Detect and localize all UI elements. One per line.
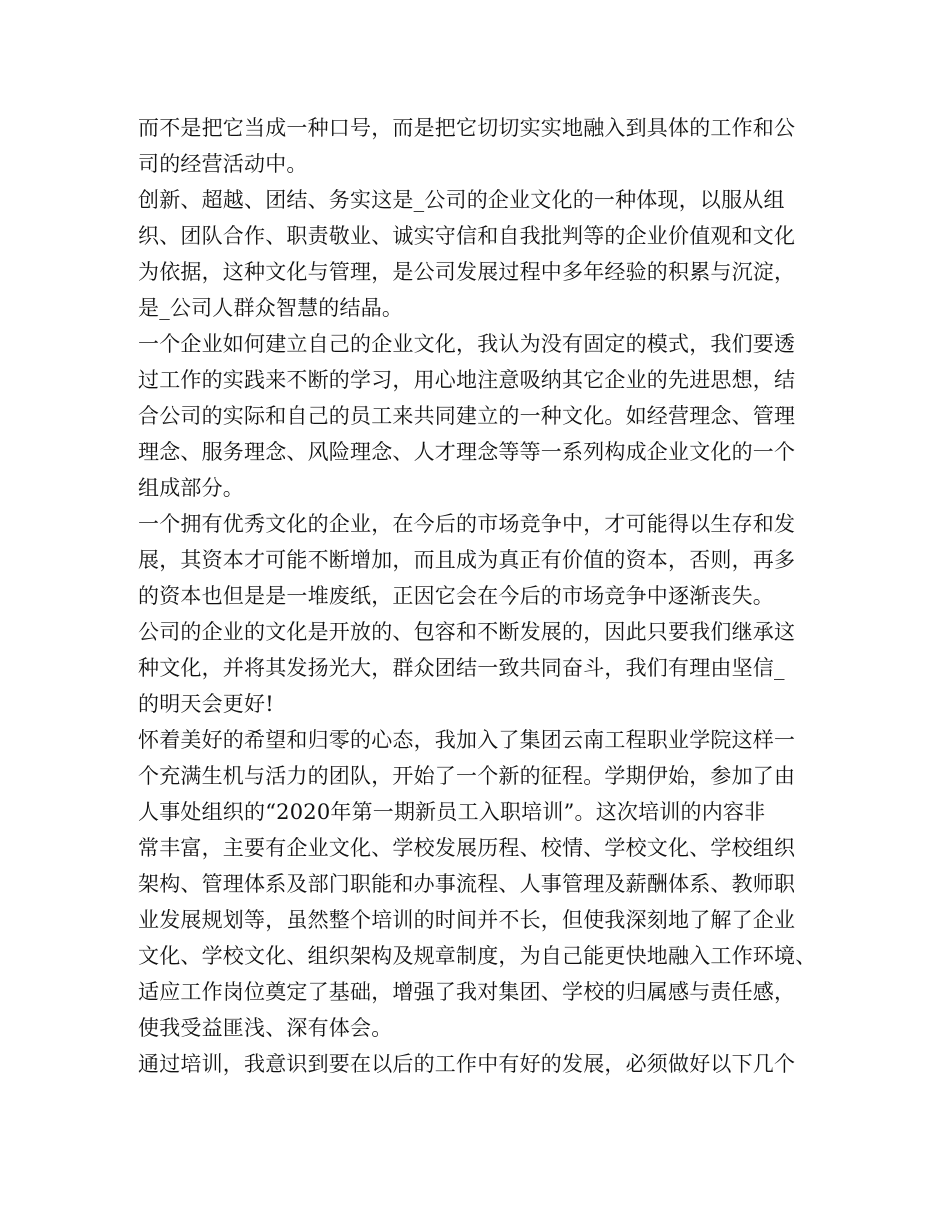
text-line: 种文化，并将其发扬光大，群众团结一致共同奋斗，我们有理由坚信_	[138, 656, 785, 680]
text-line: 是_公司人群众智慧的结晶。	[138, 296, 404, 320]
text-line: 通过培训，我意识到要在以后的工作中有好的发展，必须做好以下几个	[138, 1052, 796, 1076]
text-line: 适应工作岗位奠定了基础，增强了我对集团、学校的归属感与责任感，	[138, 980, 796, 1004]
text-line: 常丰富，主要有企业文化、学校发展历程、校情、学校文化、学校组织	[138, 836, 796, 860]
text-line: 司的经营活动中。	[138, 152, 308, 176]
text-line: 合公司的实际和自己的员工来共同建立的一种文化。如经营理念、管理	[138, 404, 796, 428]
text-line: 文化、学校文化、组织架构及规章制度，为自己能更快地融入工作环境、	[138, 944, 817, 968]
text-line: 人事处组织的“2020年第一期新员工入职培训”。这次培训的内容非	[138, 800, 766, 824]
text-line: 使我受益匪浅、深有体会。	[138, 1016, 393, 1040]
text-line: 组成部分。	[138, 476, 244, 500]
text-line: 而不是把它当成一种口号，而是把它切切实实地融入到具体的工作和公	[138, 116, 796, 140]
text-line: 个充满生机与活力的团队，开始了一个新的征程。学期伊始，参加了由	[138, 764, 796, 788]
text-line: 怀着美好的希望和归零的心态，我加入了集团云南工程职业学院这样一	[138, 728, 796, 752]
text-line: 的资本也但是是一堆废纸，正因它会在今后的市场竞争中逐渐丧失。	[138, 584, 774, 608]
text-line: 业发展规划等，虽然整个培训的时间并不长，但使我深刻地了解了企业	[138, 908, 796, 932]
text-line: 创新、超越、团结、务实这是_公司的企业文化的一种体现，以服从组	[138, 188, 785, 212]
text-line: 展，其资本才可能不断增加，而且成为真正有价值的资本，否则，再多	[138, 548, 796, 572]
text-line: 一个企业如何建立自己的企业文化，我认为没有固定的模式，我们要透	[138, 332, 796, 356]
text-line: 公司的企业的文化是开放的、包容和不断发展的，因此只要我们继承这	[138, 620, 796, 644]
text-line: 过工作的实践来不断的学习，用心地注意吸纳其它企业的先进思想，结	[138, 368, 796, 392]
text-line: 架构、管理体系及部门职能和办事流程、人事管理及薪酬体系、教师职	[138, 872, 796, 896]
text-line: 为依据，这种文化与管理，是公司发展过程中多年经验的积累与沉淀，	[138, 260, 796, 284]
text-line: 织、团队合作、职责敬业、诚实守信和自我批判等的企业价值观和文化	[138, 224, 796, 248]
text-line: 的明天会更好!	[138, 692, 274, 716]
text-line: 一个拥有优秀文化的企业，在今后的市场竞争中，才可能得以生存和发	[138, 512, 796, 536]
text-line: 理念、服务理念、风险理念、人才理念等等一系列构成企业文化的一个	[138, 440, 796, 464]
document-body	[138, 110, 828, 1082]
